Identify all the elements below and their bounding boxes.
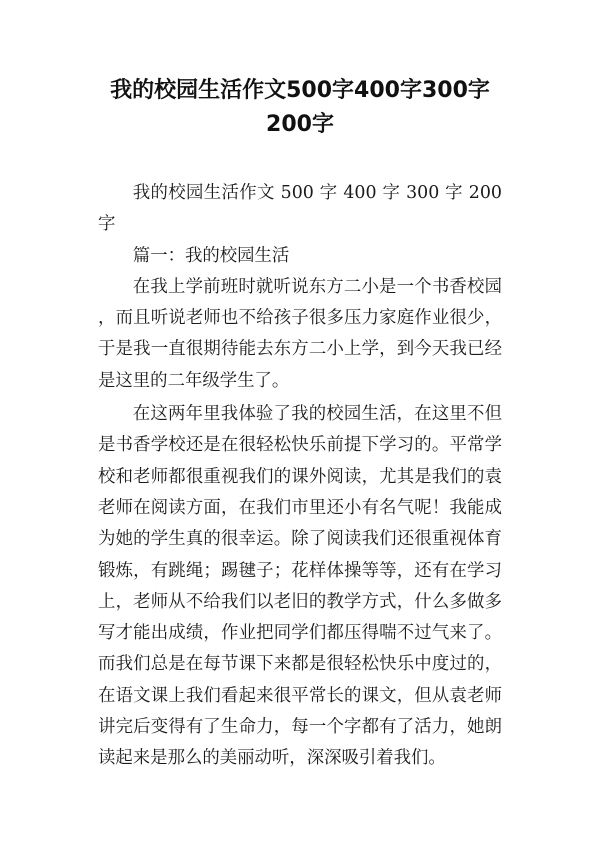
paragraph-2: 在这两年里我体验了我的校园生活，在这里不但是书香学校还是在很轻松快乐前提下学习的。平常学校和老师都很重视我们的课外阅读，尤其是我们的袁老师在阅读方面，在我们市里还小有名气呢！我能成为她的学生真的很幸运。除了阅读我们还很重视体育锻炼，有跳绳；踢毽子；花样体操等等，还有在学习上，老师从不给我们以老旧的教学方式，什么多做多写才能出成绩，作业把同学们都压得喘不过气来了。而我们总是在每节课下来都是很轻松快乐中度过的，在语文课上我们看起来很平常长的课文，但从袁老师讲完后变得有了生命力，每一个字都有了活力，她朗读起来是那么的美丽动听，深深吸引着我们。 (98, 404, 502, 769)
document-body (98, 178, 502, 775)
document-title: 我的校园生活作文500字400字300字200字 (110, 78, 490, 137)
subtitle-line: 我的校园生活作文 500 字 400 字 300 字 200 字 (98, 183, 502, 235)
paragraph-1: 在我上学前班时就听说东方二小是一个书香校园，而且听说老师也不给孩子很多压力家庭作业很少，于是我一直很期待能去东方二小上学，到今天我已经是这里的二年级学生了。 (98, 276, 502, 391)
section-heading: 篇一：我的校园生活 (132, 245, 290, 266)
